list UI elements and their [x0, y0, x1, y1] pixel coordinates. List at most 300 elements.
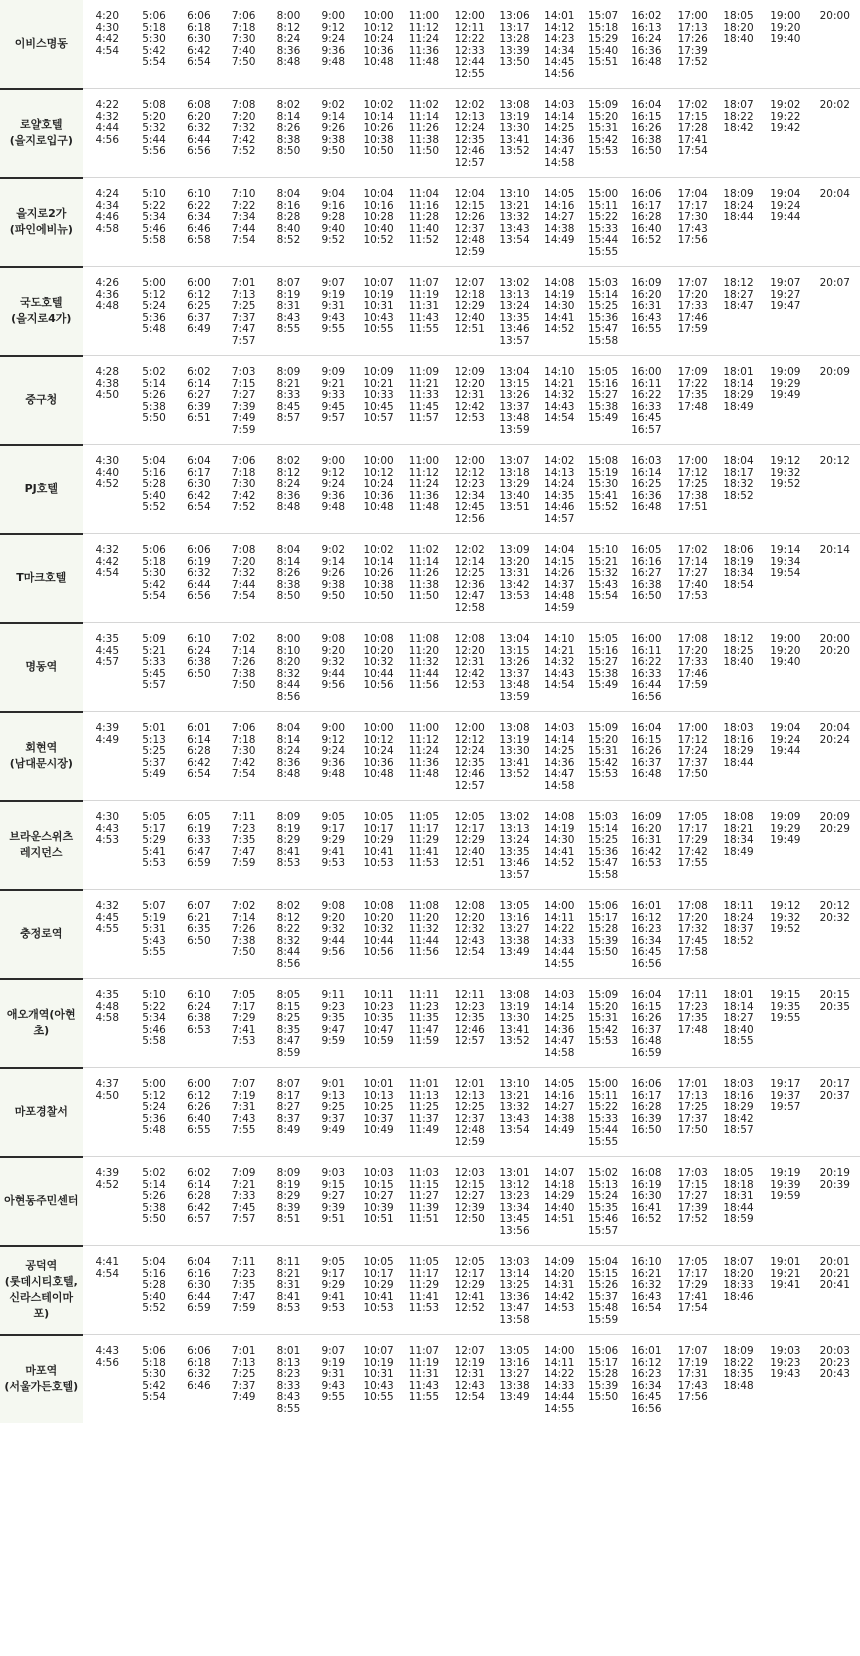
- departure-time: 11:24: [408, 745, 440, 757]
- departure-time: 15:19: [587, 466, 619, 479]
- departure-time: 16:04: [631, 99, 662, 111]
- departure-times-cell: [446, 979, 493, 1068]
- departure-time: 13:57: [499, 868, 530, 881]
- departure-times-cell: [623, 1068, 669, 1157]
- departure-time: 13:20: [499, 555, 530, 568]
- departure-time: 10:43: [363, 1379, 394, 1392]
- departure-time: 13:38: [499, 1379, 530, 1392]
- departure-times-cell: [536, 623, 583, 712]
- departure-time: 12:58: [454, 601, 485, 614]
- departure-time: 18:03: [723, 722, 754, 734]
- departure-time: 7:50: [231, 56, 256, 68]
- departure-time: 10:49: [363, 1124, 394, 1136]
- departure-time: 15:39: [587, 934, 619, 947]
- departure-time: 11:02: [408, 544, 440, 556]
- departure-time: 11:03: [408, 1167, 440, 1179]
- departure-time: 7:08: [231, 99, 256, 111]
- stop-name: 회현역 (남대문시장): [0, 712, 83, 801]
- departure-time: 5:21: [142, 644, 166, 657]
- departure-time: 16:33: [631, 400, 662, 413]
- departure-times-cell: [222, 623, 266, 712]
- departure-time: 7:53: [231, 1035, 256, 1047]
- departure-time: 17:24: [677, 745, 708, 757]
- departure-times-cell: [536, 267, 583, 356]
- departure-time: 8:02: [276, 99, 301, 111]
- departure-time: 14:38: [544, 222, 575, 235]
- departure-time: 14:11: [544, 1356, 575, 1369]
- departure-time: 4:32: [95, 900, 120, 912]
- departure-time: 6:30: [187, 478, 211, 490]
- departure-time: 13:13: [499, 822, 530, 835]
- departure-times-cell: [83, 445, 132, 534]
- departure-time: 10:00: [363, 455, 394, 467]
- departure-time: 5:50: [142, 1213, 166, 1225]
- departure-time: 9:17: [321, 822, 346, 835]
- departure-times-cell: [222, 89, 266, 178]
- departure-time: 8:52: [276, 234, 301, 246]
- departure-time: 17:20: [677, 644, 708, 657]
- departure-time: 13:35: [499, 311, 530, 324]
- departure-time: 8:25: [276, 1012, 301, 1024]
- departure-time: 7:54: [231, 590, 256, 602]
- departure-time: 7:13: [231, 1356, 256, 1369]
- departure-time: 16:32: [631, 1279, 662, 1291]
- departure-time: 15:00: [587, 188, 619, 200]
- departure-time: 14:59: [544, 601, 575, 614]
- stop-name: 중구청: [0, 356, 83, 445]
- departure-times-cell: [623, 712, 669, 801]
- departure-time: 6:47: [187, 845, 211, 858]
- departure-time: 15:53: [587, 145, 619, 157]
- departure-times-cell: [355, 712, 401, 801]
- departure-time: 6:14: [187, 1178, 211, 1191]
- departure-time: 16:50: [631, 1124, 662, 1136]
- departure-times-cell: [493, 712, 535, 801]
- departure-time: 14:34: [544, 44, 575, 57]
- departure-time: 5:18: [142, 555, 166, 568]
- departure-times-cell: [222, 979, 266, 1068]
- departure-times-cell: [761, 712, 809, 801]
- departure-times-cell: [716, 178, 761, 267]
- departure-times-cell: [716, 0, 761, 89]
- departure-time: 17:25: [677, 1101, 708, 1113]
- departure-time: 7:01: [231, 277, 256, 289]
- departure-time: 15:31: [587, 122, 619, 134]
- departure-time: 10:57: [363, 412, 394, 424]
- departure-time: 6:54: [187, 768, 211, 780]
- departure-times-cell: [670, 267, 716, 356]
- departure-time: 12:32: [454, 923, 485, 935]
- departure-time: 8:56: [276, 957, 301, 970]
- departure-time: 14:56: [544, 67, 575, 80]
- departure-time: 16:56: [631, 1402, 662, 1415]
- departure-time: 18:01: [723, 989, 754, 1001]
- departure-time: 17:45: [677, 934, 708, 947]
- departure-times-cell: [761, 534, 809, 623]
- departure-time: 13:41: [499, 1023, 530, 1036]
- departure-time: 10:26: [363, 567, 394, 579]
- departure-time: 8:07: [276, 277, 301, 289]
- departure-time: 13:10: [499, 1078, 530, 1090]
- departure-time: 15:22: [587, 211, 619, 223]
- departure-times-cell: [176, 979, 221, 1068]
- departure-time: 8:37: [276, 1112, 301, 1125]
- departure-time: 16:56: [631, 690, 662, 703]
- departure-time: 20:43: [819, 1368, 850, 1380]
- departure-time: 11:24: [408, 33, 440, 45]
- departure-time: 10:41: [363, 845, 394, 858]
- departure-time: 10:27: [363, 1190, 394, 1202]
- departure-time: 17:28: [677, 122, 708, 134]
- departure-times-cell: [716, 623, 761, 712]
- departure-time: 9:36: [321, 44, 346, 57]
- timetable-row: [0, 0, 860, 89]
- departure-time: 18:29: [723, 1101, 754, 1113]
- departure-time: 20:00: [819, 10, 850, 22]
- departure-time: 18:17: [723, 466, 754, 479]
- departure-time: 8:50: [276, 590, 301, 602]
- departure-time: 10:01: [363, 1078, 394, 1090]
- departure-time: 20:17: [819, 1078, 850, 1090]
- departure-time: 8:05: [276, 989, 301, 1001]
- departure-time: 15:27: [587, 656, 619, 668]
- departure-time: 12:31: [454, 656, 485, 668]
- departure-time: 18:20: [723, 21, 754, 34]
- departure-time: 20:19: [819, 1167, 850, 1179]
- departure-times-cell: [311, 890, 355, 979]
- departure-time: 12:34: [454, 489, 485, 502]
- departure-time: 10:03: [363, 1167, 394, 1179]
- departure-time: 18:05: [723, 1167, 754, 1179]
- departure-time: 10:55: [363, 1391, 394, 1403]
- departure-time: 11:14: [408, 555, 440, 568]
- departure-time: 6:02: [187, 366, 211, 378]
- departure-time: 11:31: [408, 300, 440, 312]
- departure-time: 16:33: [631, 667, 662, 680]
- departure-time: 4:48: [95, 1000, 120, 1013]
- departure-time: 10:05: [363, 811, 394, 823]
- departure-times-cell: [132, 1335, 176, 1424]
- departure-time: 19:12: [770, 455, 801, 467]
- departure-time: 6:24: [187, 1000, 211, 1013]
- departure-time: 11:41: [408, 1290, 440, 1303]
- departure-time: 10:19: [363, 288, 394, 301]
- departure-time: 6:12: [187, 1089, 211, 1102]
- departure-time: 13:05: [499, 900, 530, 912]
- departure-time: 4:43: [95, 822, 120, 835]
- departure-time: 5:07: [142, 900, 166, 912]
- departure-time: 15:43: [587, 578, 619, 591]
- departure-time: 13:43: [499, 222, 530, 235]
- departure-time: 6:26: [187, 1101, 211, 1113]
- departure-time: 15:10: [587, 544, 619, 556]
- departure-time: 14:54: [544, 412, 575, 424]
- departure-time: 7:47: [231, 323, 256, 335]
- departure-time: 15:14: [587, 822, 619, 835]
- departure-time: 4:54: [95, 1267, 120, 1280]
- departure-times-cell: [670, 178, 716, 267]
- departure-times-cell: [623, 356, 669, 445]
- departure-time: 7:59: [231, 423, 256, 436]
- departure-time: 19:59: [770, 1190, 801, 1202]
- departure-time: 20:41: [819, 1279, 850, 1291]
- departure-times-cell: [623, 89, 669, 178]
- departure-time: 12:12: [454, 733, 485, 746]
- departure-time: 12:00: [454, 10, 485, 22]
- departure-times-cell: [176, 712, 221, 801]
- departure-times-cell: [810, 267, 860, 356]
- departure-time: 13:36: [499, 1290, 530, 1303]
- departure-time: 14:53: [544, 1302, 575, 1314]
- departure-time: 12:39: [454, 1201, 485, 1214]
- departure-time: 12:22: [454, 33, 485, 45]
- departure-time: 7:29: [231, 1012, 256, 1024]
- departure-time: 12:23: [454, 1000, 485, 1013]
- departure-time: 13:21: [499, 1089, 530, 1102]
- departure-time: 11:33: [408, 389, 440, 401]
- departure-time: 15:09: [587, 722, 619, 734]
- departure-time: 5:14: [142, 1178, 166, 1191]
- departure-time: 8:43: [276, 311, 301, 324]
- departure-time: 14:14: [544, 733, 575, 746]
- departure-time: 6:14: [187, 733, 211, 746]
- departure-times-cell: [536, 445, 583, 534]
- departure-time: 7:41: [231, 1023, 256, 1036]
- departure-time: 8:12: [276, 21, 301, 34]
- departure-time: 16:00: [631, 366, 662, 378]
- departure-time: 14:36: [544, 756, 575, 769]
- departure-time: 16:41: [631, 1201, 662, 1214]
- departure-time: 7:07: [231, 1078, 256, 1090]
- departure-time: 9:31: [321, 1368, 346, 1380]
- departure-times-cell: [402, 1157, 446, 1246]
- departure-time: 7:32: [231, 122, 256, 134]
- departure-time: 14:26: [544, 567, 575, 579]
- departure-time: 5:31: [142, 923, 166, 935]
- departure-time: 15:04: [587, 1256, 619, 1268]
- departure-time: 11:44: [408, 934, 440, 947]
- departure-time: 11:24: [408, 478, 440, 490]
- departure-time: 10:12: [363, 466, 394, 479]
- departure-time: 16:02: [631, 10, 662, 22]
- departure-time: 16:21: [631, 1267, 662, 1280]
- departure-time: 4:58: [95, 1012, 120, 1024]
- departure-time: 9:38: [321, 578, 346, 591]
- departure-time: 15:37: [587, 1290, 619, 1303]
- departure-time: 14:08: [544, 811, 575, 823]
- departure-times-cell: [402, 89, 446, 178]
- departure-time: 12:42: [454, 667, 485, 680]
- departure-time: 18:25: [723, 644, 754, 657]
- departure-time: 9:04: [321, 188, 346, 200]
- departure-time: 18:11: [723, 900, 754, 912]
- departure-time: 12:53: [454, 412, 485, 424]
- departure-time: 20:23: [819, 1356, 850, 1369]
- departure-time: 6:59: [187, 1302, 211, 1314]
- departure-time: 7:30: [231, 33, 256, 45]
- departure-time: 8:39: [276, 1201, 301, 1214]
- departure-time: 13:39: [499, 44, 530, 57]
- departure-time: 9:11: [321, 989, 346, 1001]
- departure-time: 8:16: [276, 199, 301, 212]
- departure-time: 15:15: [587, 1267, 619, 1280]
- departure-times-cell: [583, 712, 623, 801]
- departure-times-cell: [761, 267, 809, 356]
- departure-time: 10:07: [363, 277, 394, 289]
- departure-time: 17:52: [677, 1213, 708, 1225]
- departure-time: 5:25: [142, 745, 166, 757]
- departure-time: 13:16: [499, 1356, 530, 1369]
- departure-time: 9:40: [321, 222, 346, 235]
- departure-time: 18:47: [723, 300, 754, 312]
- departure-time: 17:27: [677, 1190, 708, 1202]
- departure-time: 12:12: [454, 466, 485, 479]
- departure-time: 12:40: [454, 311, 485, 324]
- departure-time: 5:06: [142, 10, 166, 22]
- departure-times-cell: [83, 623, 132, 712]
- departure-time: 8:38: [276, 578, 301, 591]
- departure-times-cell: [402, 534, 446, 623]
- departure-time: 8:29: [276, 834, 301, 846]
- departure-time: 10:43: [363, 311, 394, 324]
- departure-times-cell: [132, 0, 176, 89]
- departure-time: 13:08: [499, 722, 530, 734]
- departure-time: 7:26: [231, 923, 256, 935]
- departure-time: 14:10: [544, 633, 575, 645]
- departure-times-cell: [132, 178, 176, 267]
- departure-time: 19:19: [770, 1167, 801, 1179]
- departure-time: 8:48: [276, 768, 301, 780]
- departure-times-cell: [583, 267, 623, 356]
- departure-time: 16:37: [631, 1023, 662, 1036]
- departure-times-cell: [446, 623, 493, 712]
- departure-times-cell: [402, 1068, 446, 1157]
- departure-time: 15:52: [587, 501, 619, 513]
- departure-time: 11:50: [408, 590, 440, 602]
- departure-time: 18:01: [723, 366, 754, 378]
- departure-times-cell: [222, 534, 266, 623]
- departure-time: 15:57: [587, 1224, 619, 1237]
- departure-times-cell: [222, 801, 266, 890]
- departure-time: 18:29: [723, 745, 754, 757]
- timetable-row: [0, 534, 860, 623]
- departure-time: 6:06: [187, 1345, 211, 1357]
- departure-time: 20:07: [819, 277, 850, 289]
- departure-time: 9:53: [321, 1302, 346, 1314]
- departure-time: 5:52: [142, 1302, 166, 1314]
- departure-time: 5:01: [142, 722, 166, 734]
- departure-times-cell: [266, 267, 311, 356]
- departure-time: 9:19: [321, 288, 346, 301]
- departure-time: 15:17: [587, 911, 619, 924]
- departure-time: 16:24: [631, 33, 662, 45]
- departure-time: 10:00: [363, 10, 394, 22]
- departure-time: 14:40: [544, 1201, 575, 1214]
- departure-time: 12:05: [454, 1256, 485, 1268]
- departure-time: 15:47: [587, 857, 619, 869]
- departure-times-cell: [402, 0, 446, 89]
- departure-time: 16:52: [631, 234, 662, 246]
- departure-time: 15:36: [587, 845, 619, 858]
- departure-time: 7:35: [231, 834, 256, 846]
- departure-time: 10:21: [363, 377, 394, 390]
- departure-times-cell: [132, 623, 176, 712]
- departure-time: 9:33: [321, 389, 346, 401]
- departure-times-cell: [176, 0, 221, 89]
- departure-time: 13:34: [499, 1201, 530, 1214]
- departure-time: 15:50: [587, 1391, 619, 1403]
- departure-time: 11:20: [408, 911, 440, 924]
- departure-time: 7:18: [231, 466, 256, 479]
- departure-time: 19:41: [770, 1279, 801, 1291]
- departure-time: 12:08: [454, 633, 485, 645]
- departure-time: 8:47: [276, 1035, 301, 1047]
- departure-time: 10:04: [363, 188, 394, 200]
- departure-time: 13:04: [499, 366, 530, 378]
- departure-time: 4:54: [95, 44, 120, 57]
- departure-time: 14:27: [544, 1101, 575, 1113]
- departure-time: 7:37: [231, 1379, 256, 1392]
- departure-time: 16:55: [631, 323, 662, 335]
- departure-time: 5:30: [142, 567, 166, 579]
- departure-time: 6:28: [187, 745, 211, 757]
- departure-time: 20:03: [819, 1345, 850, 1357]
- departure-time: 15:31: [587, 1012, 619, 1024]
- departure-time: 6:19: [187, 822, 211, 835]
- departure-time: 8:29: [276, 1190, 301, 1202]
- departure-times-cell: [176, 1068, 221, 1157]
- departure-time: 5:46: [142, 222, 166, 235]
- departure-time: 7:05: [231, 989, 256, 1001]
- departure-time: 10:48: [363, 501, 394, 513]
- departure-time: 20:14: [819, 544, 850, 556]
- departure-time: 9:05: [321, 811, 346, 823]
- departure-time: 9:59: [321, 1035, 346, 1047]
- departure-time: 19:00: [770, 633, 801, 645]
- departure-time: 11:13: [408, 1089, 440, 1102]
- departure-time: 14:16: [544, 1089, 575, 1102]
- departure-time: 4:54: [95, 567, 120, 579]
- departure-time: 13:08: [499, 989, 530, 1001]
- departure-time: 9:56: [321, 946, 346, 958]
- departure-times-cell: [810, 445, 860, 534]
- departure-time: 16:44: [631, 679, 662, 691]
- departure-time: 7:38: [231, 934, 256, 947]
- departure-time: 10:17: [363, 822, 394, 835]
- departure-times-cell: [311, 178, 355, 267]
- departure-time: 11:29: [408, 1279, 440, 1291]
- departure-time: 6:42: [187, 44, 211, 57]
- departure-time: 10:11: [363, 989, 394, 1001]
- departure-time: 13:18: [499, 466, 530, 479]
- departure-time: 13:30: [499, 122, 530, 134]
- departure-times-cell: [810, 712, 860, 801]
- departure-time: 17:39: [677, 44, 708, 57]
- departure-time: 7:14: [231, 911, 256, 924]
- departure-times-cell: [355, 0, 401, 89]
- departure-time: 13:02: [499, 811, 530, 823]
- departure-time: 9:24: [321, 33, 346, 45]
- stop-name: 브라운스위츠 레지던스: [0, 801, 83, 890]
- departure-time: 16:08: [631, 1167, 662, 1179]
- departure-times-cell: [761, 1246, 809, 1335]
- departure-time: 15:55: [587, 245, 619, 258]
- departure-time: 9:25: [321, 1101, 346, 1113]
- departure-times-cell: [623, 1246, 669, 1335]
- departure-time: 19:20: [770, 644, 801, 657]
- departure-time: 19:21: [770, 1267, 801, 1280]
- departure-time: 12:20: [454, 377, 485, 390]
